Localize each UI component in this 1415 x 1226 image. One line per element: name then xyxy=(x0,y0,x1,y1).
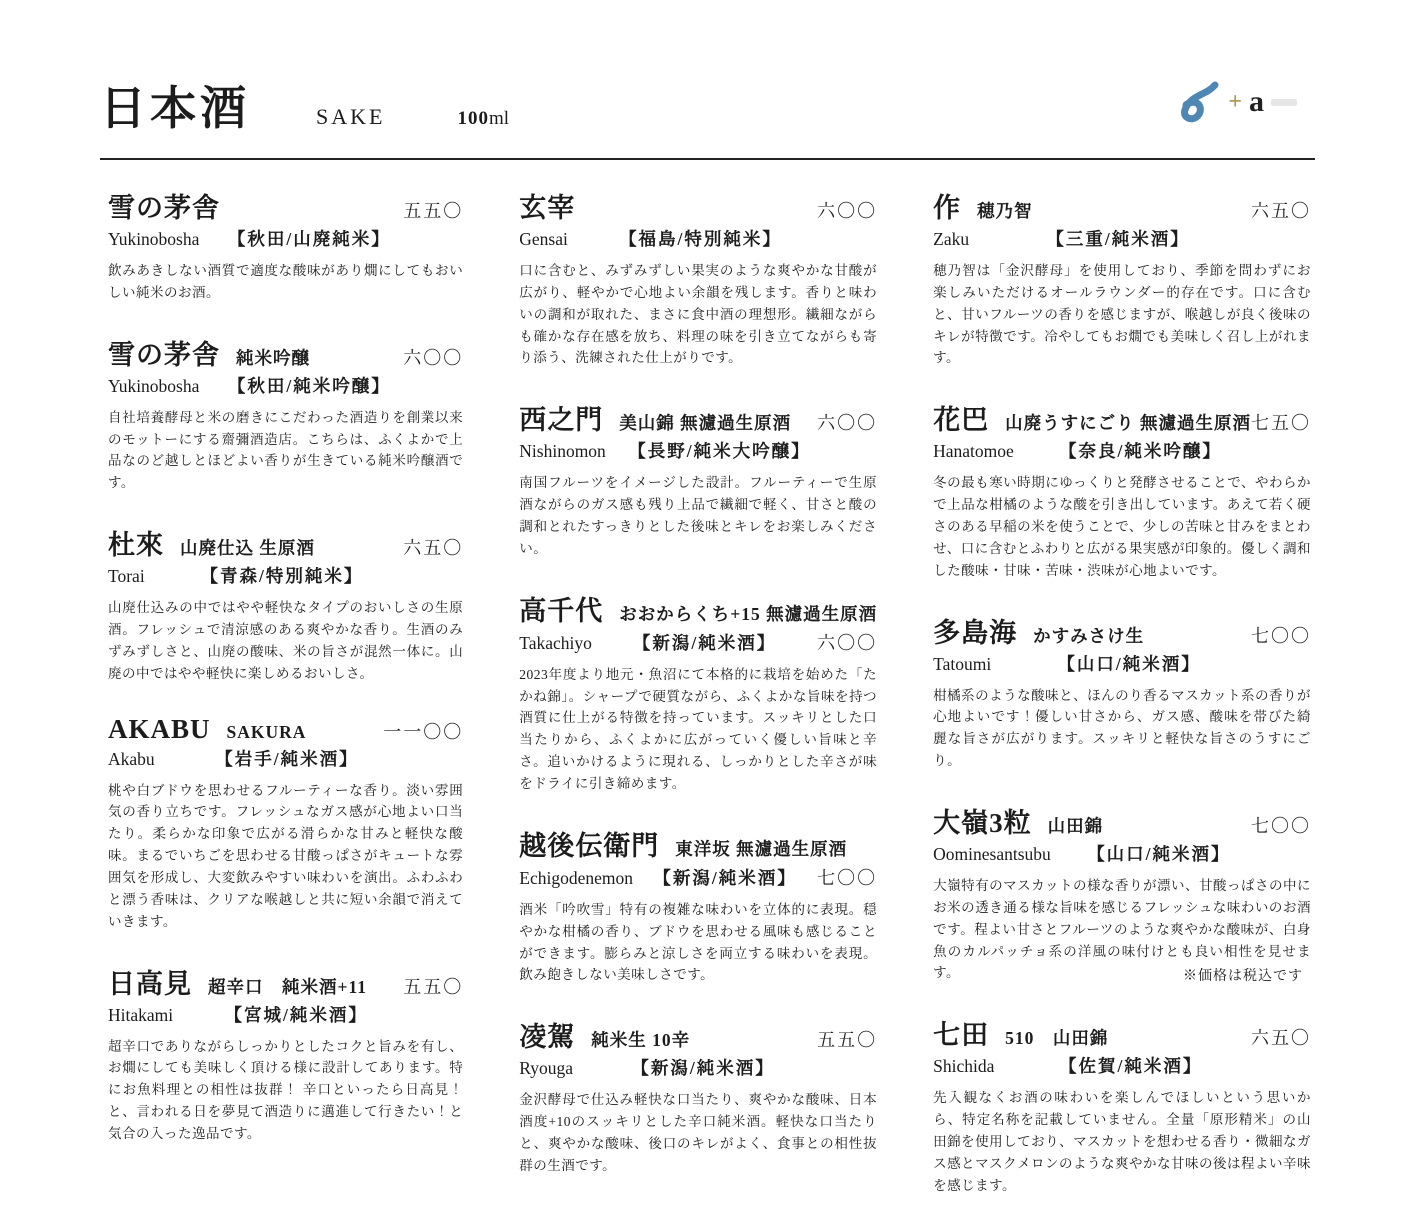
sake-description: 先入観なくお酒の味わいを楽しんでほしいという思いから、特定名称を記載していません。全量「原形精米」の山田錦を使用しており、マスカットを想わせる香り・微細なガス感とマスクメロンのような爽やかな甘味の後は程よい辛味を感じます。 xyxy=(933,1090,1311,1193)
sake-origin: 【青森/特別純米】 xyxy=(200,566,364,587)
sake-description: 冬の最も寒い時期にゆっくりと発酵させることで、やわらかで上品な柑橘のような酸を引き出しています。あえて若く硬さのある早稲の米を使うことで、少しの苦味と甘みをまとわせ、口に含むとふわりと広がる果実感が印象的。優しく調和した酸味・甘味・苦味・渋味が心地よいです。 xyxy=(933,475,1311,578)
menu-item-info-row xyxy=(108,1002,463,1027)
sake-price: 七〇〇 xyxy=(1251,816,1311,837)
menu-item-title-row xyxy=(519,589,877,628)
sake-menu xyxy=(0,160,1415,1226)
sake-origin: 【新潟/純米酒】 xyxy=(653,867,797,888)
sake-origin: 【奈良/純米吟醸】 xyxy=(1058,441,1222,462)
sake-price: 六〇〇 xyxy=(817,201,878,221)
logo-letter-a: a xyxy=(1249,85,1264,118)
menu-item xyxy=(933,801,1311,984)
menu-item xyxy=(933,611,1311,772)
sake-description: 金沢酵母で仕込み軽快な口当たり、爽やかな酸味、日本酒度+10のスッキリとした辛口純米酒。軽快な口当たりと、爽やかな酸味、後口のキレがよく、食事との相性抜群の生酒です。 xyxy=(519,1092,878,1173)
sake-variant: SAKURA xyxy=(226,721,307,742)
sake-price: 六〇〇 xyxy=(817,413,878,434)
page-header xyxy=(0,0,1415,138)
sake-variant: 山廃うすにごり 無濾過生原酒 xyxy=(1005,413,1251,434)
menu-item xyxy=(519,1015,877,1176)
menu-item-title-row xyxy=(519,824,877,863)
sake-price: 六五〇 xyxy=(1251,1028,1311,1049)
sake-romaji: Nishinomon xyxy=(519,441,606,462)
menu-item-title-row xyxy=(519,398,877,437)
sake-variant: 美山錦 無濾過生原酒 xyxy=(619,413,792,434)
sake-romaji: Zaku xyxy=(933,229,970,249)
page-title: 日本酒 xyxy=(100,83,250,134)
sake-romaji: Tatoumi xyxy=(933,653,992,674)
menu-item-title-row xyxy=(933,611,1311,650)
sake-variant: 山廃仕込 生原酒 xyxy=(180,538,315,559)
menu-item xyxy=(519,398,877,559)
menu-item-title-row xyxy=(108,962,463,1001)
sake-price: 七〇〇 xyxy=(1251,625,1311,646)
menu-item-info-row xyxy=(519,438,877,463)
sake-origin: 【佐賀/純米酒】 xyxy=(1059,1056,1203,1077)
sake-price: 六〇〇 xyxy=(403,347,464,368)
sake-variant: 510 山田錦 xyxy=(1005,1028,1109,1049)
sake-origin: 【山口/純米酒】 xyxy=(1087,844,1231,865)
sake-name: AKABU xyxy=(108,713,211,744)
menu-item xyxy=(933,186,1311,369)
sake-price: 五五〇 xyxy=(817,1030,878,1051)
sake-description: 柑橘系のような酸味と、ほんのり香るマスカット系の香りが心地よいです！優しい甘さから、ガス感、酸味を帯びた綺麗な旨さが広がります。スッキリと軽快な旨さのうすにごり。 xyxy=(933,687,1311,769)
menu-item xyxy=(519,186,877,369)
menu-item-title-row xyxy=(933,801,1311,840)
menu-item-title-row xyxy=(933,398,1311,437)
menu-item-title-row xyxy=(933,1013,1311,1052)
sake-romaji: Echigodenemon xyxy=(519,867,633,888)
logo-swirl-icon xyxy=(1175,80,1221,124)
sake-price: 七五〇 xyxy=(1251,413,1311,434)
menu-item-info-row xyxy=(933,438,1311,463)
menu-item-info-row xyxy=(108,563,463,588)
menu-item xyxy=(108,714,463,933)
sake-romaji: Hitakami xyxy=(108,1004,174,1025)
sake-price: 五五〇 xyxy=(403,976,464,997)
sake-description: 口に含むと、みずみずしい果実のような爽やかな甘酸が広がり、軽やかで心地よい余韻を残します。香りと味わいの調和が取れた、まさに食中酒の理想形。繊細ながらも確かな存在感を放ち、料理の味を引き立てながらも寄り添う、洗練された仕上がりです。 xyxy=(519,263,878,366)
sake-origin: 【長野/純米大吟醸】 xyxy=(628,441,811,462)
sake-name: 雪の茅舎 xyxy=(108,339,220,370)
sake-name: 日高見 xyxy=(108,968,192,999)
menu-item-title-row xyxy=(108,523,463,562)
sake-romaji: Gensai xyxy=(519,229,568,249)
sake-variant: かすみさけ生 xyxy=(1033,625,1145,646)
sake-variant: 東洋坂 無濾過生原酒 xyxy=(675,838,848,859)
menu-item-info-row xyxy=(933,841,1311,866)
menu-item xyxy=(108,962,463,1145)
logo-watermark xyxy=(1271,99,1297,106)
sake-price: 五五〇 xyxy=(403,201,464,221)
menu-column-2 xyxy=(519,186,877,1226)
sake-romaji: Torai xyxy=(108,566,145,587)
sake-name: 玄宰 xyxy=(519,193,576,223)
sake-price: 六五〇 xyxy=(403,538,464,559)
sake-variant: 純米生 10辛 xyxy=(591,1030,691,1051)
sake-origin: 【新潟/純米酒】 xyxy=(632,632,777,653)
menu-item-info-row xyxy=(933,1053,1311,1078)
menu-item xyxy=(519,589,877,795)
sake-name: 雪の茅舎 xyxy=(108,193,220,223)
sake-description: 2023年度より地元・魚沼にて本格的に栽培を始めた「たかね錦」。シャープで硬質ながら、ふくよかな旨味を持つ酒質に仕上がる特徴を持っています。スッキリとした口当たりから、ふくよかに広がっていく優しい旨味と辛さ。追いかけるように現れる、しっかりとした辛さが味をドライに引き締めます。 xyxy=(519,666,878,792)
sake-description: 飲みあきしない酒質で適度な酸味があり燗にしてもおいしい純米のお酒。 xyxy=(108,263,464,300)
menu-item-title-row xyxy=(108,333,463,372)
sake-variant: おおからくち+15 無濾過生原酒 xyxy=(619,603,878,624)
tax-note: ※価格は税込です xyxy=(1183,969,1303,984)
sake-origin: 【宮城/純米酒】 xyxy=(224,1004,368,1025)
sake-variant: 穂乃智 xyxy=(977,201,1033,221)
menu-item xyxy=(933,398,1311,581)
menu-item-title-row xyxy=(108,186,463,225)
sake-origin: 【三重/純米酒】 xyxy=(1046,229,1190,249)
sake-name: 西之門 xyxy=(519,405,604,436)
sake-origin: 【山口/純米酒】 xyxy=(1057,653,1201,674)
sake-description: 山廃仕込みの中ではやや軽快なタイプのおいしさの生原酒。フレッシュで清涼感のある爽やかな香り。生酒のみずみずしさと、山廃の酸味、米の旨さが混然一体に。山廃の中ではやや軽快に楽しめるおいしさ。 xyxy=(108,600,464,681)
sake-origin: 【新潟/純米酒】 xyxy=(631,1058,775,1079)
sake-origin: 【福島/特別純米】 xyxy=(619,229,782,249)
sake-romaji: Takachiyo xyxy=(519,632,592,653)
sake-price-secondary: 六〇〇 xyxy=(817,632,878,653)
menu-item xyxy=(519,824,877,986)
menu-item-info-row xyxy=(933,226,1311,251)
sake-romaji: Akabu xyxy=(108,748,155,769)
sake-description: 酒米「吟吹雪」特有の複雑な味わいを立体的に表現。穏やかな柑橘の香り、ブドウを思わせる風味も感じることができます。膨らみと涼しさを両立する味わいを表現。飲み飽きしない美味しさです。 xyxy=(519,901,878,983)
menu-item-info-row xyxy=(933,651,1311,676)
menu-column-1 xyxy=(108,186,463,1226)
page-subtitle: SAKE xyxy=(316,104,386,129)
sake-variant: 山田錦 xyxy=(1047,816,1104,837)
menu-column-3 xyxy=(933,186,1311,1226)
sake-description: 自社培養酵母と米の磨きにこだわった酒造りを創業以来のモットーにする齋彌酒造店。こちらは、ふくよかで上品なのど越しとほどよい香りが生きている純米吟醸酒です。 xyxy=(108,409,464,491)
sake-name: 作 xyxy=(933,193,962,223)
sake-price-secondary: 七〇〇 xyxy=(817,867,878,888)
serving-size-unit: ml xyxy=(488,108,510,129)
sake-romaji: Yukinobosha xyxy=(108,375,200,396)
sake-name: 多島海 xyxy=(933,617,1018,648)
serving-size xyxy=(457,108,509,130)
sake-name: 七田 xyxy=(933,1020,990,1051)
sake-origin: 【岩手/純米酒】 xyxy=(215,748,359,769)
menu-item-info-row xyxy=(108,373,463,398)
serving-size-number: 100 xyxy=(457,108,489,129)
sake-romaji: Oominesantsubu xyxy=(933,844,1051,865)
sake-romaji: Ryouga xyxy=(519,1058,574,1079)
brand-logo xyxy=(1175,80,1297,124)
sake-romaji: Hanatomoe xyxy=(933,441,1014,462)
sake-description: 南国フルーツをイメージした設計。フルーティーで生原酒ながらのガス感も残り上品で繊細で軽く、甘さと酸の調和とれたすっきりとした後味とキレをお楽しみください。 xyxy=(519,475,878,556)
menu-item xyxy=(108,333,463,494)
menu-item-info-row xyxy=(519,629,877,655)
sake-description: 穂乃智は「金沢酵母」を使用しており、季節を問わずにお楽しみいただけるオールラウンダー的存在です。口に含むと、甘いフルーツの香りを感じますが、喉越しが良く後味のキレが特徴です。冷やしてもお燗でも美味しく召し上がれます。 xyxy=(933,263,1311,366)
menu-item-info-row xyxy=(519,1055,877,1080)
sake-description: 桃や白ブドウを思わせるフルーティーな香り。淡い雰囲気の香り立ちです。フレッシュなガス感が心地よい口当たり。柔らかな印象で広がる滑らかな甘みと軽快な酸味。まるでいちごを思わせる甘酸っぱさがキュートな雰囲気を形成し、大変飲みやすい味わいを演出。ふわふわと漂う香味は、クリアな喉越しと共に短い余韻で消えていきます。 xyxy=(108,782,464,929)
menu-item-info-row xyxy=(108,746,463,771)
menu-item-title-row xyxy=(933,186,1311,225)
sake-name: 越後伝衛門 xyxy=(519,830,660,861)
sake-romaji: Yukinobosha xyxy=(108,229,200,249)
sake-name: 杜來 xyxy=(108,530,164,561)
menu-item-title-row xyxy=(519,1015,877,1054)
sake-variant: 純米吟醸 xyxy=(236,347,310,368)
sake-description: 大嶺特有のマスカットの様な香りが漂い、甘酸っぱさの中にお米の透き通る様な旨味を感じるフレッシュな味わいのお酒です。程よい甘さとフルーツのような爽やかな酸味が、白身魚のカルパッチョ系の洋風の味付けとも良い相性を見せます。 xyxy=(933,878,1311,981)
logo-plus-icon: + xyxy=(1228,89,1242,115)
menu-item-title-row xyxy=(108,714,463,745)
menu-item xyxy=(933,1013,1311,1196)
menu-item-info-row xyxy=(519,864,877,890)
menu-item-info-row xyxy=(108,226,463,251)
sake-origin: 【秋田/山廃純米】 xyxy=(227,229,391,249)
sake-price: 一一〇〇 xyxy=(383,721,464,742)
menu-item-title-row xyxy=(519,186,877,225)
menu-item xyxy=(108,186,463,304)
sake-name: 花巴 xyxy=(933,405,990,436)
sake-name: 高千代 xyxy=(519,595,604,626)
menu-item xyxy=(108,523,463,684)
sake-origin: 【秋田/純米吟醸】 xyxy=(227,375,391,396)
sake-variant: 超辛口 純米酒+11 xyxy=(208,976,368,997)
sake-name: 大嶺3粒 xyxy=(933,808,1032,839)
sake-description: 超辛口でありながらしっかりとしたコクと旨みを有し、お燗にしても美味しく頂ける様に設計してあります。特にお魚料理との相性は抜群！ 辛口といったら日高見！と、言われる日を夢見て酒造りに邁進して行きたい！と気合の入った逸品です。 xyxy=(108,1038,464,1142)
sake-name: 凌駕 xyxy=(519,1022,576,1053)
sake-price: 六五〇 xyxy=(1251,201,1311,221)
menu-item-info-row xyxy=(519,226,877,251)
sake-romaji: Shichida xyxy=(933,1056,995,1077)
